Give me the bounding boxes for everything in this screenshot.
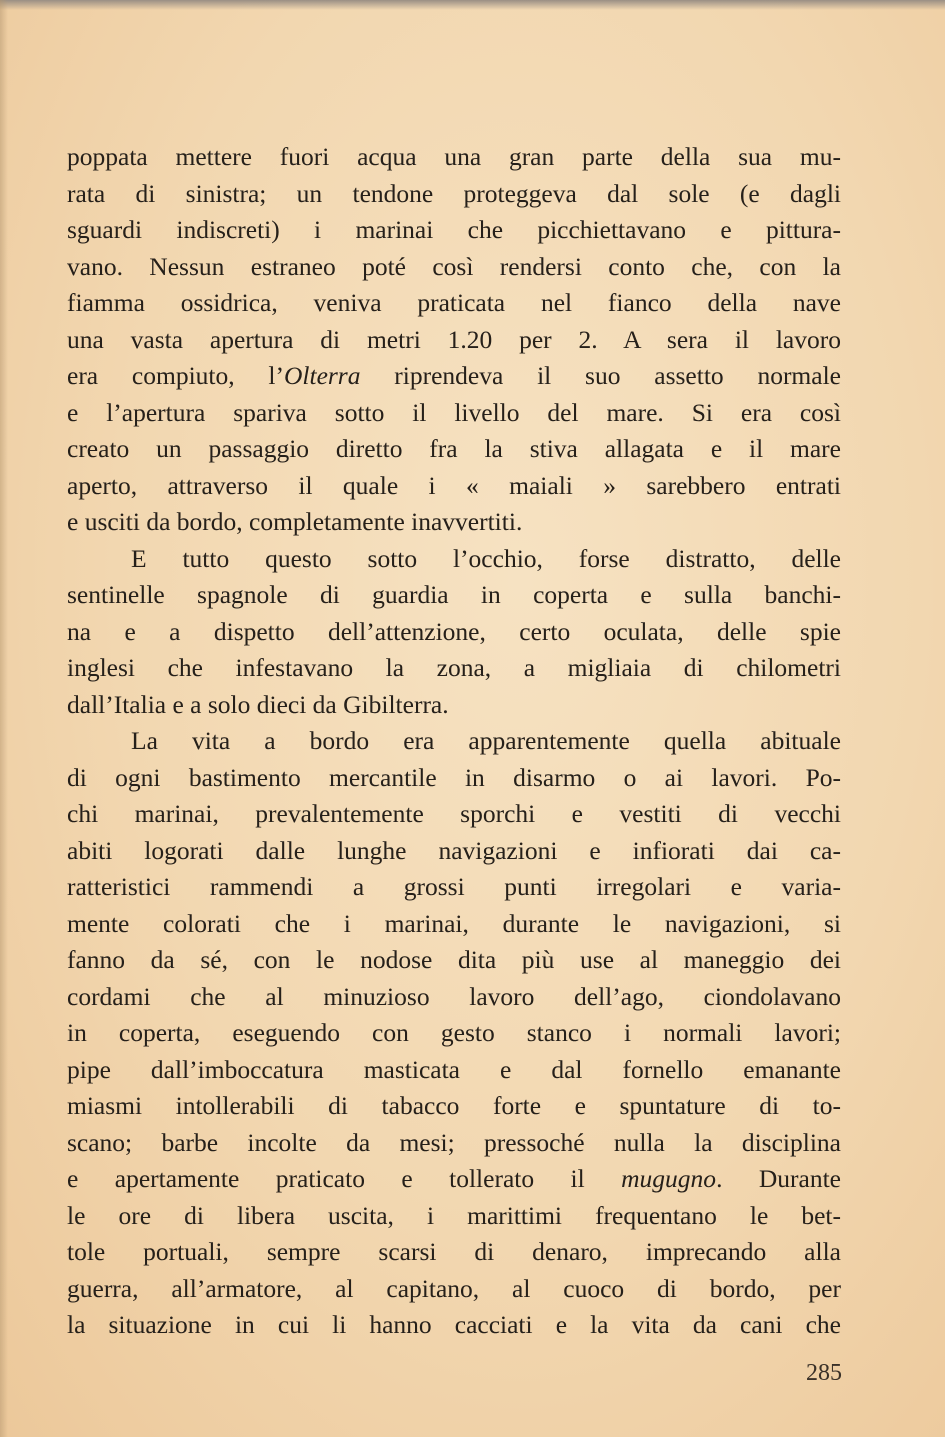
text-line: fiamma ossidrica, veniva praticata nel fianco della nave: [67, 288, 841, 317]
text-line: miasmi intollerabili di tabacco forte e spuntature di to-: [67, 1091, 841, 1120]
text-line: La vita a bordo era apparentemente quella abituale: [131, 726, 841, 755]
text-line: e usciti da bordo, completamente inavvertiti.: [67, 507, 523, 536]
body-text: [67, 139, 841, 1344]
text-line: ratteristici rammendi a grossi punti irregolari e varia-: [67, 872, 841, 901]
page-number: 285: [806, 1360, 842, 1386]
text-line: fanno da sé, con le nodose dita più use al maneggio dei: [67, 945, 841, 974]
text-line: in coperta, eseguendo con gesto stanco i normali lavori;: [67, 1018, 841, 1047]
text-line: guerra, all’armatore, al capitano, al cuoco di bordo, per: [67, 1273, 841, 1303]
text-line: dall’Italia e a solo dieci da Gibilterra.: [67, 689, 449, 719]
text-line: abiti logorati dalle lunghe navigazioni e infiorati dai ca-: [67, 835, 841, 865]
text-line: sguardi indiscreti) i marinai che picchiettavano e pittura-: [67, 215, 841, 244]
text-line: era compiuto, l’Olterra riprendeva il suo assetto normale: [67, 361, 841, 390]
text-line: e l’apertura spariva sotto il livello del mare. Si era così: [67, 397, 841, 427]
text-line: vano. Nessun estraneo poté così rendersi conto che, con la: [67, 251, 841, 281]
text-line: poppata mettere fuori acqua una gran parte della sua mu-: [67, 142, 841, 171]
text-line: E tutto questo sotto l’occhio, forse distratto, delle: [131, 543, 841, 573]
text-line: inglesi che infestavano la zona, a migliaia di chilometri: [67, 653, 841, 682]
text-line: chi marinai, prevalentemente sporchi e vestiti di vecchi: [67, 799, 841, 828]
text-line: una vasta apertura di metri 1.20 per 2. A sera il lavoro: [67, 324, 841, 354]
text-line: creato un passaggio diretto fra la stiva allagata e il mare: [67, 434, 841, 463]
text-line: rata di sinistra; un tendone proteggeva dal sole (e dagli: [67, 178, 841, 208]
text-line: e apertamente praticato e tollerato il mugugno. Durante: [67, 1164, 841, 1193]
text-line: aperto, attraverso il quale i « maiali » sarebbero entrati: [67, 470, 841, 500]
text-line: tole portuali, sempre scarsi di denaro, imprecando alla: [67, 1237, 841, 1266]
text-line: pipe dall’imboccatura masticata e dal fornello emanante: [67, 1054, 841, 1084]
text-line: sentinelle spagnole di guardia in coperta e sulla banchi-: [67, 580, 841, 609]
text-line: cordami che al minuzioso lavoro dell’ago, ciondolavano: [67, 981, 841, 1011]
text-line: di ogni bastimento mercantile in disarmo o ai lavori. Po-: [67, 762, 841, 792]
text-line: na e a dispetto dell’attenzione, certo oculata, delle spie: [67, 616, 841, 646]
text-line: mente colorati che i marinai, durante le navigazioni, si: [67, 908, 841, 938]
text-line: la situazione in cui li hanno cacciati e la vita da cani che: [67, 1310, 841, 1339]
text-line: le ore di libera uscita, i marittimi frequentano le bet-: [67, 1200, 841, 1230]
text-line: scano; barbe incolte da mesi; pressoché nulla la disciplina: [67, 1127, 841, 1157]
